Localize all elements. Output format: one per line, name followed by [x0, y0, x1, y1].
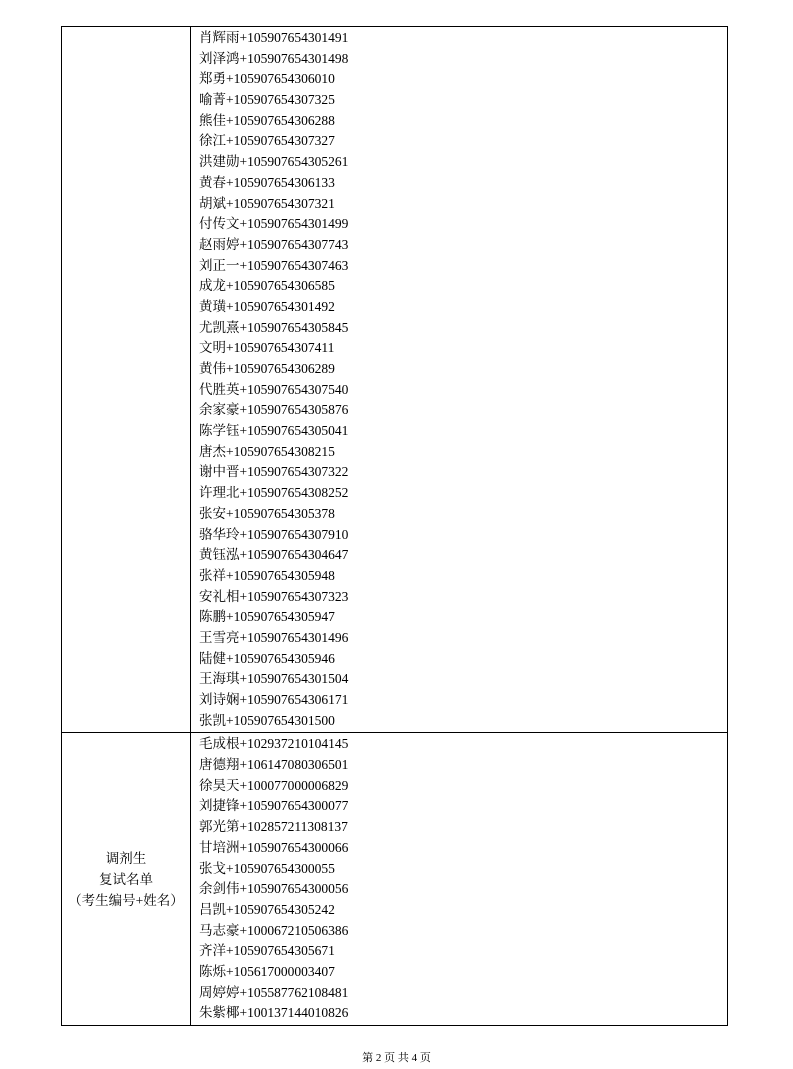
list-item: 张凯+105907654301500: [199, 712, 335, 728]
list-item: 陈烁+105617000003407: [199, 963, 335, 979]
list-item: 安礼相+105907654307323: [199, 588, 349, 604]
list-item: 陆健+105907654305946: [199, 650, 335, 666]
list-item: 刘捷锋+105907654300077: [199, 798, 349, 814]
list-item: 黄钰泓+105907654304647: [199, 547, 349, 563]
list-item: 马志豪+100067210506386: [199, 922, 349, 938]
list-item: 王雪亮+105907654301496: [199, 629, 349, 645]
names-list-continued: [191, 27, 727, 732]
list-item: 尤凯熹+105907654305845: [199, 319, 349, 335]
list-item: 黄伟+105907654306289: [199, 361, 335, 376]
list-item: 赵雨婷+105907654307743: [199, 236, 349, 252]
names-cell-continued: [191, 27, 728, 733]
label-cell-adjusted: [62, 733, 191, 1026]
list-item: 郭光第+102857211308137: [199, 819, 348, 835]
list-item: 文明+105907654307411: [199, 340, 335, 356]
list-item: 徐江+105907654307327: [199, 133, 335, 149]
list-item: 张戈+105907654300055: [199, 860, 335, 876]
list-item: 骆华玲+105907654307910: [199, 526, 349, 542]
list-item: 朱紫椰+100137144010826: [199, 1005, 349, 1021]
list-item: 付传文+105907654301499: [199, 216, 349, 232]
section-label-line: 复试名单: [99, 871, 153, 887]
table-row-adjusted: [62, 733, 728, 1026]
list-item: 许理北+105907654308252: [199, 485, 349, 501]
list-item: 王海琪+105907654301504: [199, 671, 349, 687]
roster-table: [61, 26, 728, 1026]
list-item: 刘泽鸿+105907654301498: [199, 50, 349, 66]
list-item: 吕凯+105907654305242: [199, 901, 335, 917]
list-item: 张安+105907654305378: [199, 505, 335, 521]
list-item: 齐洋+105907654305671: [199, 943, 335, 959]
section-label-line: （考生编号+姓名）: [68, 892, 184, 908]
list-item: 喻菁+105907654307325: [199, 92, 335, 108]
list-item: 毛成根+102937210104145: [199, 736, 349, 752]
list-item: 张祥+105907654305948: [199, 567, 335, 583]
list-item: 甘培洲+105907654300066: [199, 839, 349, 855]
list-item: 成龙+105907654306585: [199, 278, 335, 294]
list-item: 唐德翔+106147080306501: [199, 757, 349, 773]
list-item: 代胜英+105907654307540: [199, 381, 349, 397]
section-label-line: 调剂生: [105, 850, 147, 866]
list-item: 刘诗娴+105907654306171: [199, 692, 349, 707]
list-item: 黄春+105907654306133: [199, 174, 335, 190]
list-item: 谢中晋+105907654307322: [199, 464, 349, 480]
names-list-adjusted: [191, 733, 727, 1025]
list-item: 余剑伟+105907654300056: [199, 881, 349, 897]
page-number-footer: 第 2 页 共 4 页: [362, 1052, 431, 1064]
list-item: 胡斌+105907654307321: [199, 195, 335, 211]
list-item: 郑勇+105907654306010: [199, 71, 335, 87]
list-item: 余家豪+105907654305876: [199, 402, 349, 418]
names-cell-adjusted: [191, 733, 728, 1026]
table-row-continued: [62, 27, 728, 733]
list-item: 熊佳+105907654306288: [199, 112, 335, 128]
list-item: 陈学钰+105907654305041: [199, 423, 349, 439]
list-item: 洪建勋+105907654305261: [199, 154, 349, 170]
list-item: 黄璜+105907654301492: [199, 298, 335, 314]
label-cell-continued: [62, 27, 191, 733]
list-item: 周婷婷+105587762108481: [199, 984, 349, 1000]
list-item: 陈鹏+105907654305947: [199, 609, 335, 625]
list-item: 徐昊天+100077000006829: [199, 777, 349, 793]
list-item: 刘正一+105907654307463: [199, 257, 349, 273]
list-item: 肖辉雨+105907654301491: [199, 30, 349, 45]
list-item: 唐杰+105907654308215: [199, 443, 335, 459]
